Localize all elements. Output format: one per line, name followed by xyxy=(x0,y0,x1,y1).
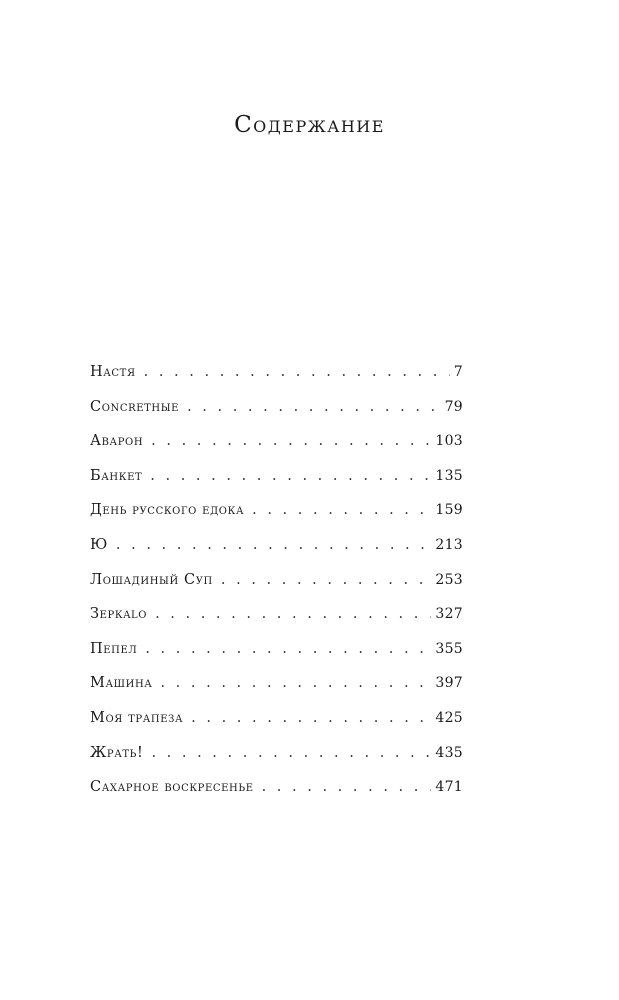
toc-entry-title: Моя трапеза xyxy=(90,709,184,726)
toc-entry xyxy=(90,572,463,607)
toc-entry-title: Настя xyxy=(90,364,136,380)
toc-page-number: 213 xyxy=(435,536,463,553)
dot-leader xyxy=(116,537,431,553)
table-of-contents xyxy=(90,364,463,814)
dot-leader xyxy=(221,572,432,588)
toc-entry-title: Машина xyxy=(90,675,153,692)
toc-entry-title: Зеркalo xyxy=(90,606,148,623)
toc-entry-title: Банкет xyxy=(90,467,143,484)
toc-page-number: 355 xyxy=(435,640,463,657)
toc-page-number: 7 xyxy=(453,364,463,380)
dot-leader xyxy=(151,745,431,761)
toc-entry-title: Жрать! xyxy=(90,744,144,761)
toc-entry xyxy=(90,399,463,434)
dot-leader xyxy=(187,399,441,415)
dot-leader xyxy=(144,364,450,380)
toc-page-number: 425 xyxy=(435,709,463,726)
toc-page-number: 79 xyxy=(444,398,463,415)
toc-entry xyxy=(90,364,463,399)
dot-leader xyxy=(191,710,431,726)
toc-entry xyxy=(90,468,463,503)
toc-entry-title: День русского едока xyxy=(90,502,245,519)
dot-leader xyxy=(160,675,431,691)
toc-entry-title: Лошадиный Суп xyxy=(90,571,213,588)
toc-entry xyxy=(90,779,463,814)
toc-page-number: 253 xyxy=(435,571,463,588)
dot-leader xyxy=(145,641,431,657)
toc-entry-title: Concretные xyxy=(90,398,180,415)
toc-entry xyxy=(90,675,463,710)
toc-entry xyxy=(90,433,463,468)
toc-entry xyxy=(90,745,463,780)
toc-page-number: 135 xyxy=(435,467,463,484)
toc-entry xyxy=(90,606,463,641)
toc-entry xyxy=(90,710,463,745)
dot-leader xyxy=(151,433,431,449)
dot-leader xyxy=(150,468,431,484)
toc-page-number: 397 xyxy=(435,675,463,692)
toc-page-number: 435 xyxy=(435,744,463,761)
toc-page-number: 103 xyxy=(435,433,463,450)
toc-entry-title: Сахарное воскресенье xyxy=(90,779,254,796)
toc-entry-title: Пепел xyxy=(90,640,138,657)
toc-entry-title: Ю xyxy=(90,536,108,553)
toc-page-number: 159 xyxy=(435,502,463,519)
dot-leader xyxy=(252,502,431,518)
toc-page-number: 471 xyxy=(435,779,463,796)
toc-entry xyxy=(90,502,463,537)
toc-entry xyxy=(90,537,463,572)
page-title: Содержание xyxy=(234,112,385,138)
dot-leader xyxy=(262,779,432,795)
toc-page-number: 327 xyxy=(435,606,463,623)
toc-entry xyxy=(90,641,463,676)
toc-entry-title: Аварон xyxy=(90,433,144,450)
dot-leader xyxy=(155,606,431,622)
